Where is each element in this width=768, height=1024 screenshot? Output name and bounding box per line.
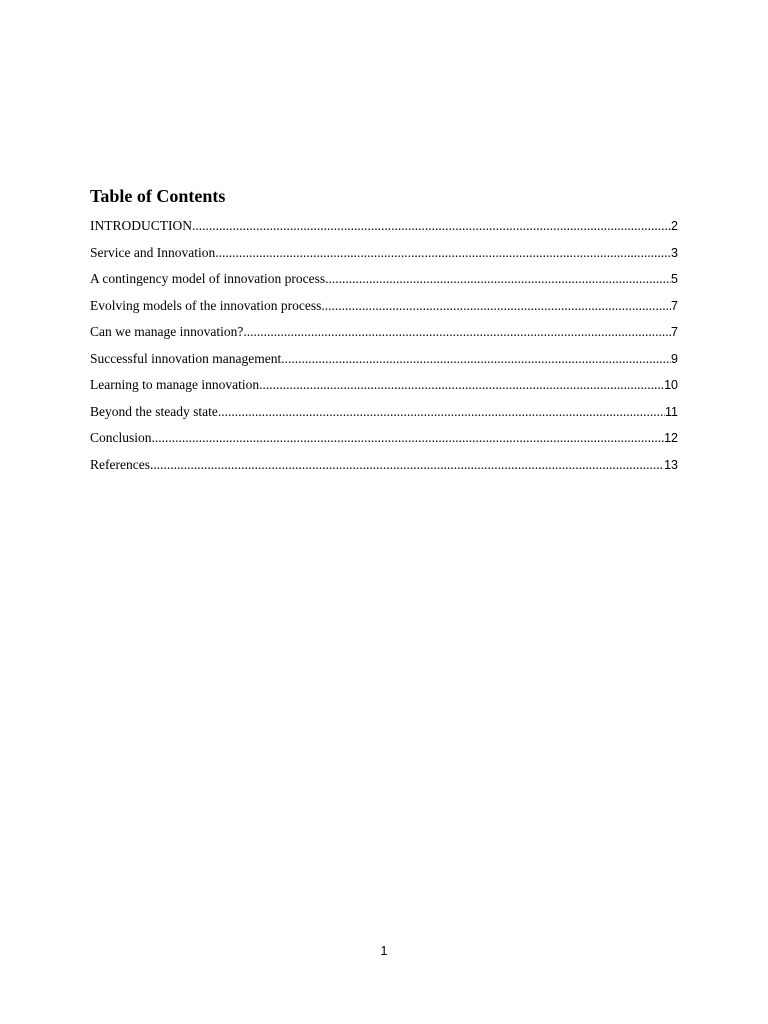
toc-entry-successful-management[interactable]	[90, 349, 678, 376]
toc-entry-title: Beyond the steady state	[90, 403, 218, 419]
toc-list	[90, 216, 678, 481]
toc-entry-evolving-models[interactable]	[90, 296, 678, 323]
toc-entry-page: 7	[671, 325, 678, 339]
toc-entry-title: Successful innovation management	[90, 350, 282, 366]
toc-entry-can-we-manage[interactable]	[90, 322, 678, 349]
toc-entry-page: 10	[664, 378, 678, 392]
toc-entry-title: Can we manage innovation?	[90, 324, 244, 339]
toc-dot-leader	[150, 455, 664, 475]
toc-entry-page: 3	[671, 245, 678, 260]
toc-entry-title: References	[90, 456, 150, 472]
toc-entry-page: 7	[671, 298, 678, 313]
toc-dot-leader	[281, 349, 671, 369]
toc-dot-leader	[325, 269, 671, 289]
toc-entry-introduction[interactable]	[90, 216, 678, 243]
toc-entry-service-and-innovation[interactable]	[90, 243, 678, 270]
toc-dot-leader	[152, 428, 665, 448]
toc-entry-title: Conclusion	[90, 430, 152, 445]
toc-dot-leader	[259, 375, 664, 395]
toc-dot-leader	[218, 402, 665, 422]
toc-entry-contingency-model[interactable]	[90, 269, 678, 296]
toc-entry-title: Evolving models of the innovation process	[90, 297, 322, 313]
toc-entry-learning-to-manage[interactable]	[90, 375, 678, 402]
toc-entry-title: A contingency model of innovation process	[90, 271, 326, 286]
toc-entry-conclusion[interactable]	[90, 428, 678, 455]
toc-entry-title: INTRODUCTION	[90, 218, 192, 233]
toc-entry-beyond-steady-state[interactable]	[90, 402, 678, 429]
toc-entry-page: 9	[671, 351, 678, 366]
toc-entry-page: 13	[664, 457, 678, 472]
toc-dot-leader	[243, 322, 671, 342]
toc-dot-leader	[192, 216, 671, 236]
toc-entry-page: 12	[664, 431, 678, 445]
toc-entry-title: Learning to manage innovation	[90, 377, 260, 392]
toc-dot-leader	[321, 296, 671, 316]
toc-entry-page: 2	[671, 219, 678, 233]
toc-entry-page: 11	[665, 404, 678, 419]
toc-entry-page: 5	[671, 272, 678, 286]
toc-heading: Table of Contents	[90, 186, 226, 206]
toc-dot-leader	[215, 243, 671, 263]
toc-entry-references[interactable]	[90, 455, 678, 482]
page-number: 1	[380, 944, 388, 958]
toc-entry-title: Service and Innovation	[90, 244, 216, 260]
